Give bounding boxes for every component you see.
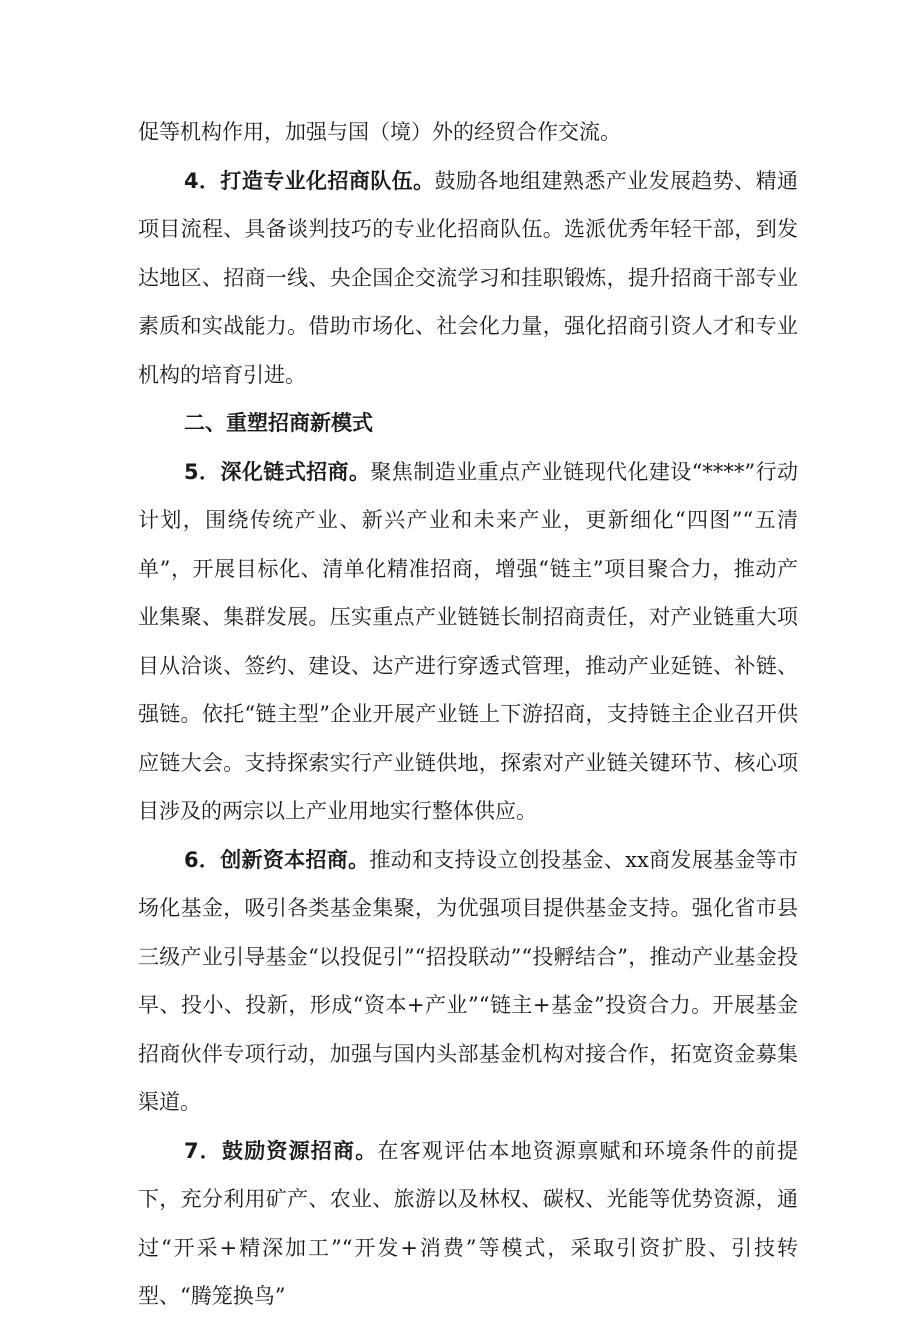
item-6-paragraph xyxy=(138,836,798,1127)
section-2-heading: 二、重塑招商新模式 xyxy=(184,411,373,435)
item-7-paragraph xyxy=(138,1127,798,1321)
continuation-paragraph: 促等机构作用，加强与国（境）外的经贸合作交流。 xyxy=(138,120,621,144)
document-body xyxy=(138,108,798,1321)
item-7-lead: 7．鼓励资源招商。 xyxy=(184,1138,378,1163)
item-5-paragraph xyxy=(138,448,798,836)
item-6-body: 推动和支持设立创投基金、xx商发展基金等市场化基金，吸引各类基金集聚，为优强项目提供基金支持。强化省市县三级产业引导基金“以投促引”“招投联动”“投孵结合”，推动产业基金投早、投小、投新，形成“资本+产业”“链主+基金”投资合力。开展基金招商伙伴专项行动，加强与国内头部基金机构对接合作，拓宽资金募集渠道。 xyxy=(138,847,798,1114)
item-7-body: 在客观评估本地资源禀赋和环境条件的前提下，充分利用矿产、农业、旅游以及林权、碳权、光能等优势资源，通过“开采+精深加工”“开发+消费”等模式，采取引资扩股、引技转型、“腾笼换鸟” xyxy=(138,1138,798,1308)
item-4-body: 鼓励各地组建熟悉产业发展趋势、精通项目流程、具备谈判技巧的专业化招商队伍。选派优秀年轻干部，到发达地区、招商一线、央企国企交流学习和挂职锻炼，提升招商干部专业素质和实战能力。借助市场化、社会化力量，强化招商引资人才和专业机构的培育引进。 xyxy=(138,168,798,387)
item-4-paragraph xyxy=(138,157,798,400)
item-6-lead: 6．创新资本招商。 xyxy=(184,847,370,872)
item-5-lead: 5．深化链式招商。 xyxy=(184,459,371,484)
item-5-body: 聚焦制造业重点产业链现代化建设“****”行动计划，围绕传统产业、新兴产业和未来产业，更新细化“四图”“五清单”，开展目标化、清单化精准招商，增强“链主”项目聚合力，推动产业集聚、集群发展。压实重点产业链链长制招商责任，对产业链重大项目从洽谈、签约、建设、达产进行穿透式管理，推动产业延链、补链、强链。依托“链主型”企业开展产业链上下游招商，支持链主企业召开供应链大会。支持探索实行产业链供地，探索对产业链关键环节、核心项目涉及的两宗以上产业用地实行整体供应。 xyxy=(138,459,798,823)
item-4-lead: 4．打造专业化招商队伍。 xyxy=(184,168,435,193)
